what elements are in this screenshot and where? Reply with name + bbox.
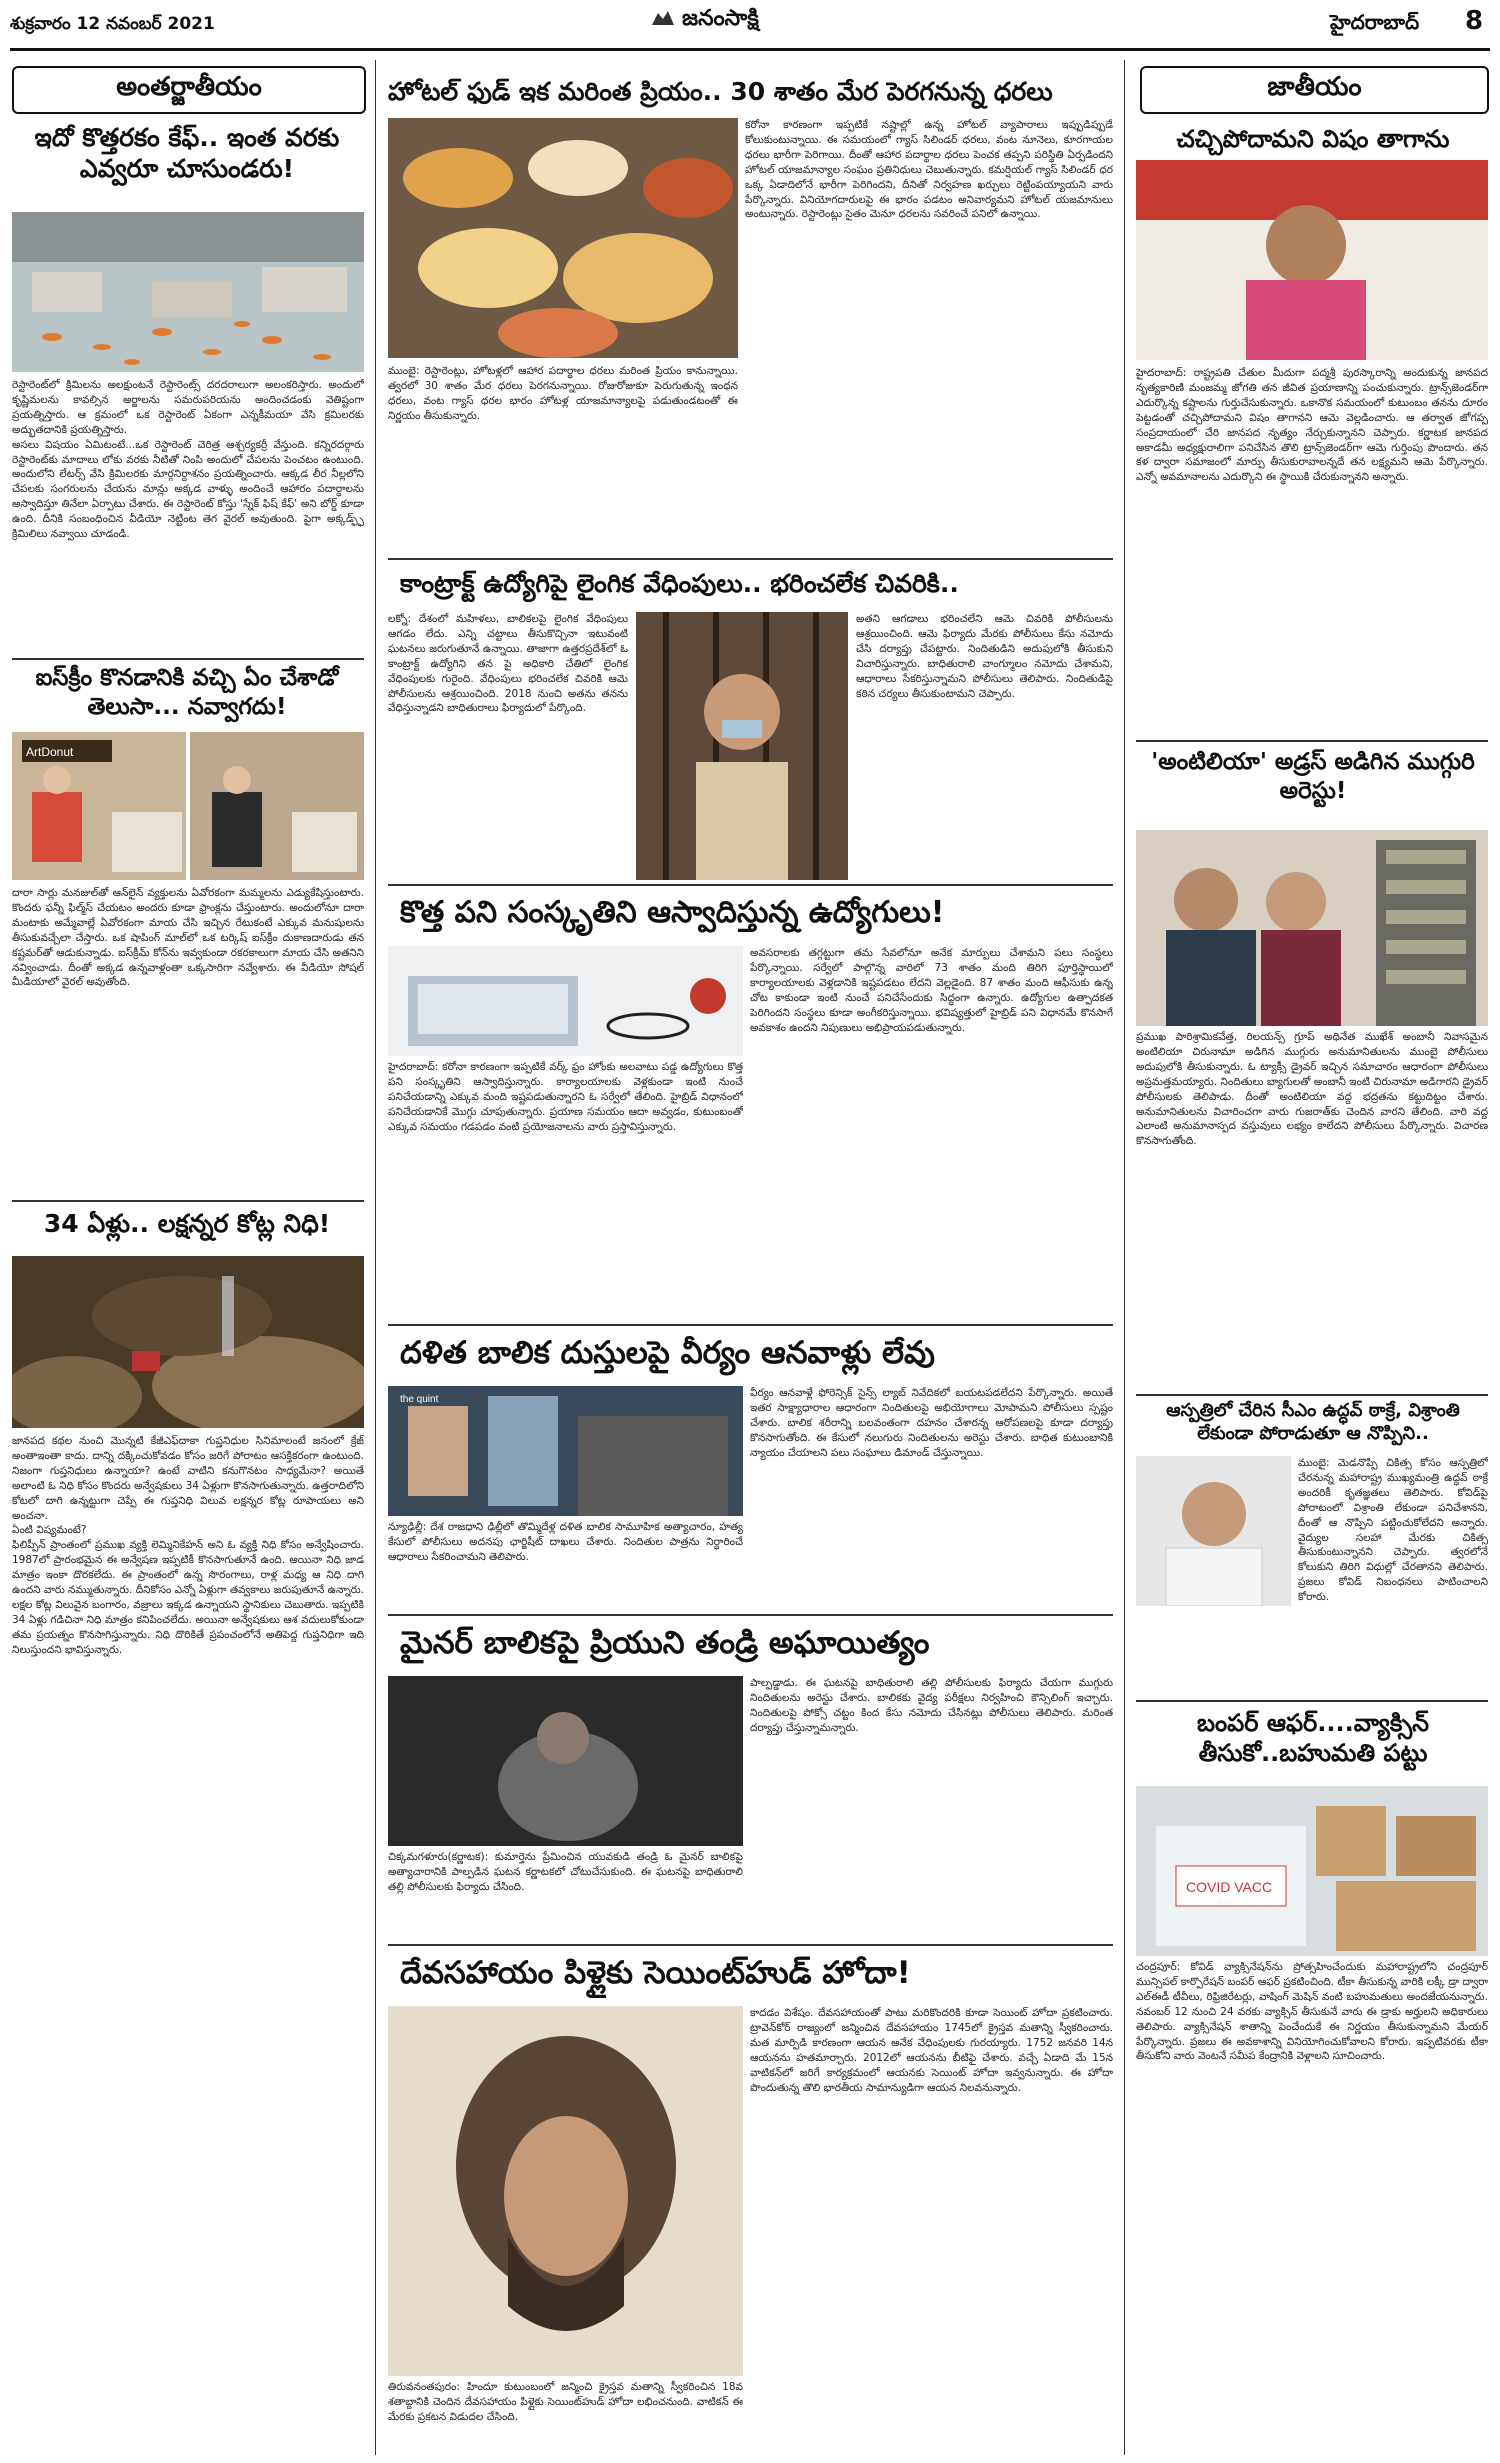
article-saint-title: దేవసహాయం పిళ్లైకు సెయింట్‌హుడ్ హోదా! <box>400 1955 911 1991</box>
article-separator <box>388 558 1113 560</box>
photo-devasahayam <box>388 2006 743 2376</box>
edition-city: హైదరాబాద్ <box>1330 10 1420 34</box>
article-icecream-body: దారా సార్లు మనజుల్‌తో ఆన్‌లైన్ వ్యక్తులను ఏవోరకంగా మమ్మలను ఎడ్యుకేషిస్తుంటారు. కొందరు ఫన్నీ ఫిల్మ్‌స్‌ చేయటం అందరు కూడా ఫ్రాంక్లను చేస్తుంటారు. అందులోనూ దారా మంటాకు అమ్మేవాల్లే ఏవోరకంగా మాయ చేసి ఇచ్చిన రేటుకంటే ఎక్కువ మనుషులను తీసుకువచ్చేలా చేస్తారు. ఒక షాపింగ్ మాల్‌లో ఒక టర్కిష్ ఐస్‌క్రీం దుకాణదారుడు తన కష్టమర్‌తో ఆడుకున్నాడు. ఐస్‌క్రీమ్ కోన్‌ను ఇవ్వకుండా రకరకాలుగా మాయ చేసి అతనిని నవ్వించాడు. దీంతో అక్కడ ఉన్నవాళ్లంతా ఒక్కసారిగా నవ్వేశారు. ఈ వీడియో సోషల్ మీడియాలో వైరల్ అవుతోంది. <box>12 887 364 989</box>
photo-vaccine-boxes <box>1136 1786 1488 1956</box>
article-harassment-title: కాంట్రాక్ట్ ఉద్యోగిపై లైంగిక వేధింపులు.. భరించలేక చివరికి.. <box>400 569 959 598</box>
article-poison-body: హైదరాబాద్: రాష్ట్రపతి చేతుల మీదుగా పద్మశ్రీ పురస్కారాన్ని అందుకున్న జానపద నృత్యకారిణి మంజమ్మ జోగతి తన జీవిత ప్రయాణాన్ని పంచుకున్నారు. ట్రాన్స్‌జెండర్‌గా ఎదుర్కొన్న కష్టాలను గుర్తుచేసుకున్నారు. ఒకానొక సమయంలో కుటుంబం తనను దూరం పెట్టడంతో చచ్చిపోదామని విషం తాగానని ఆమె వెల్లడించారు. ఆ తర్వాత జోగప్ప సంప్రదాయంలో చేరి జానపద నృత్యం నేర్చుకున్నానని చెప్పారు. కర్ణాటక జానపద అకాడమీ అధ్యక్షురాలిగా పనిచేసిన తొలి ట్రాన్స్‌జెండర్‌గా ఆమె గుర్తింపు పొందారు. తన కళ ద్వారా సమాజంలో మార్పు తీసుకురావాలన్నదే తన లక్ష్యమని ఆమె పేర్కొన్నారు. ఎన్నో అవమానాలను ఎదుర్కొని ఈ స్థాయికి చేరుకున్నానని అన్నారు. <box>1136 367 1488 484</box>
photo-minor-girl <box>388 1676 743 1846</box>
article-harassment-body-right: అతని ఆగడాలు భరించలేని ఆమె చివరికి పోలీసులను ఆశ్రయించింది. ఆమె ఫిర్యాదు మేరకు పోలీసులు కేసు నమోదు చేసి దర్యాప్తు చేపట్టారు. నిందితుడిని అదుపులోకి తీసుకుని విచారిస్తున్నారు. బాధితురాలి వాంగ్మూలం నమోదు చేశామని, ఆధారాలు సేకరిస్తున్నామని పోలీసులు తెలిపారు. నిందితుడిపై కఠిన చర్యలు తీసుకుంటామని చెప్పారు. <box>856 613 1113 700</box>
photo-ambani-antilia <box>1136 830 1488 1026</box>
article-vaccine-title: బంపర్ ఆఫర్....వ్యాక్సిన్ తీసుకో..బహుమతి పట్టు <box>1197 1709 1429 1767</box>
paper-name: జనంసాక్షి <box>682 6 759 31</box>
article-separator <box>388 884 1113 886</box>
article-separator <box>1136 1394 1488 1396</box>
photo-icecream-shop <box>12 732 364 880</box>
photo-laptop-desk <box>388 946 743 1056</box>
article-saint-body-left: తిరువనంతపురం: హిందూ కుటుంబంలో జన్మించి క్రైస్తవ మతాన్ని స్వీకరించిన 18వ శతాబ్దానికి చెందిన దేవసహాయం పిళ్లైకు సెయింట్‌హుడ్ హోదా లభించనుంది. వాటికన్ ఈ మేరకు ప్రకటన విడుదల చేసింది. <box>388 2381 743 2423</box>
article-dalit-body-right: వీర్యం ఆనవాళ్లే ఫోరెన్సిక్ సైన్స్ ల్యాబ్ నివేదికలో బయటపడలేదని పేర్కొన్నారు. అయితే ఇతర సాక్ష్యాధారాల ఆధారంగా నిందితులపై అభియోగాలు మోపామని పోలీసులు స్పష్టం చేశారు. బాలిక శరీరాన్ని బలవంతంగా దహనం చేశారన్న ఆరోపణలపై కూడా దర్యాప్తు కొనసాగుతోంది. ఈ కేసులో నలుగురు నిందితులను అరెస్టు చేశారు. బాధిత కుటుంబానికి న్యాయం చేయాలని పలు సంఘాలు డిమాండ్ చేస్తున్నాయి. <box>750 1387 1113 1459</box>
photo-dalit-case <box>388 1386 743 1516</box>
article-cafe-title: ఇదో కొత్తరకం కేఫ్‌.. ఇంత వరకు ఎవ్వరూ చూసుండరు! <box>34 123 340 184</box>
article-workculture-body-right: అవసరాలకు తగ్గట్టుగా తమ సేవలోనూ అనేక మార్పులు చేశామని పలు సంస్థలు పేర్కొన్నాయి. సర్వేలో పాల్గొన్న వారిలో 73 శాతం మంది తిరిగి పూర్తిస్థాయిలో కార్యాలయాలకు వెళ్లడానికి ఇష్టపడటం లేదని వెల్లడైంది. 87 శాతం మంది ఆఫీసుకు ఉన్న చోట కాకుండా ఇంటి నుంచే పనిచేసేందుకు సిద్ధంగా ఉన్నారు. ఉద్యోగుల ఉత్పాదకత పెరిగిందని సంస్థలు కూడా అంగీకరిస్తున్నాయి. భవిష్యత్తులో హైబ్రిడ్ పని విధానమే కొనసాగే అవకాశం ఉందని నిపుణులు అభిప్రాయపడుతున్నారు. <box>750 947 1113 1034</box>
article-separator <box>388 1324 1113 1326</box>
article-minor-title: మైనర్ బాలికపై ప్రియుని తండ్రి అఘాయిత్యం <box>400 1625 930 1661</box>
article-uddhav-title: ఆస్పత్రిలో చేరిన సీఎం ఉద్ధవ్ ఠాక్రే, విశ్రాంతి లేకుండా పోరాడుతూ ఆ నొప్పిని.. <box>1166 1400 1460 1444</box>
article-separator <box>12 1200 364 1202</box>
section-national: జాతీయం <box>1140 66 1489 114</box>
article-saint-body-right: కాదడం విశేషం. దేవసహాయంతో పాటు మరికొందరికి కూడా సెయింట్ హోదా ప్రకటించారు. ట్రావెన్‌కోర్ రాజ్యంలో జన్మించిన దేవసహాయం 1745లో క్రైస్తవ మతాన్ని స్వీకరించారు. మత మార్పిడి కారణంగా ఆయన అనేక వేధింపులకు గురయ్యారు. 1752 జనవరి 14న ఆయనను హతమార్చారు. 2012లో ఆయనను బీటిఫై చేశారు. వచ్చే ఏడాది మే 15న వాటికన్‌లో జరిగే కార్యక్రమంలో ఆయనకు సెయింట్ హోదా ఇవ్వనున్నారు. ఈ హోదా పొందుతున్న తొలి భారతీయ సామాన్యుడిగా ఆయన నిలవనున్నారు. <box>750 2007 1113 2094</box>
article-cafe-body: రెస్టారెంట్‌లో క్రిమిలను అలక్షుంటనే రెస్టారెంట్స్‌ దరదరాలుగా అలంకరిస్తారు. అందులో కృష్ణిమలను కావల్సిన అర్జాలను సమరుపరియను అందించడంకు వెతిష్టంగా ప్రయత్నిస్తారు. ఆ క్రమంలో ఒక రెస్టారెంట్ ఏకంగా ఎన్నకీమయా వేసి క్రమిలరకు అద్భుతదానికి ప్రయత్నిస్తారు. అసలు విషయం ఏమిటంటే...ఒక రెస్టారెంట్ చెరిత్ర ఆశ్చర్యకర్రీ వేస్తుంది. కన్నిరదర్గారు రెస్టారెంట్‌కు మాదాలు లోకు వరకు నీటితో నింపి అందులో చేపలను పెంచటం ఉంటుంది. అందులోని లేటర్స్‌ వేసి క్రిమిలరకు మార్గనిర్దాశనం ప్రయత్నించారు. ఆక్కడ లీర నీల్లలోని చేపలకు సంగరులను చేయను మాన్లు అక్కడ వాళ్ళు అందించే ఆహారం పదార్ధాలను అస్వాదిస్తూ తినేలా ఏర్పాటు చేశారు. ఈ రెస్టారెంట్ కోస్తు 'స్నేక్ ఫిష్ కేఫ్' అని బోర్డ్ కూడా ఉంది. దీనికి సంబంధించిన వీడియో నెట్టింట తెగ వైరల్ అవుతుంది. పైగా అక్కడ్ఫ్ఫ్ క్రిమిలిలు నవ్వాయి చూడండి. <box>12 379 364 541</box>
masthead <box>650 6 759 36</box>
article-separator <box>12 658 364 660</box>
article-workculture-title: కొత్త పని సంస్కృతిని ఆస్వాదిస్తున్న ఉద్యోగులు! <box>400 895 945 930</box>
article-workculture-body-left: హైదరాబాద్: కరోనా కారణంగా ఇప్పటికే వర్క్ ఫ్రం హోంకు అలవాటు పడ్డ ఉద్యోగులు కొత్త పని సంస్కృతిని ఆస్వాదిస్తున్నారు. కార్యాలయాలకు వెళ్లకుండా ఇంటి నుంచే పనిచేయడాన్ని ఎక్కువ మంది ఇష్టపడుతున్నారని ఓ సర్వేలో తేలింది. హైబ్రిడ్ విధానంలో పనిచేయడానికే మొగ్గు చూపుతున్నారు. ప్రయాణ సమయం ఆదా అవ్వడం, కుటుంబంతో ఎక్కువ సమయం గడపడం వంటి ప్రయోజనాలను వారు ప్రస్తావిస్తున్నారు. <box>388 1061 743 1133</box>
article-minor-body-right: పాల్పడ్డాడు. ఈ ఘటనపై బాధితురాలి తల్లి పోలీసులకు ఫిర్యాదు చేయగా ముగ్గురు నిందితులను అరెస్టు చేశారు. బాలికకు వైద్య పరీక్షలు నిర్వహించి కౌన్సిలింగ్ ఇచ్చారు. నిందితులపై పోక్సో చట్టం కింద కేసు నమోదు చేసినట్లు పోలీసులు తెలిపారు. మరింత దర్యాప్తు చేస్తున్నామన్నారు. <box>750 1677 1113 1734</box>
photo-fish-cafe <box>12 212 364 372</box>
article-uddhav-body-right: ముంబై: మెడనొప్పి చికిత్స కోసం ఆస్పత్రిలో చేరనున్న మహారాష్ట్ర ముఖ్యమంత్రి ఉద్ధవ్ ఠాక్రే అందరికీ కృతజ్ఞతలు తెలిపారు. కోవిడ్‌పై పోరాటంలో విశ్రాంతి లేకుండా పనిచేశానని, దీంతో ఆ నొప్పిని పట్టించుకోలేదని అన్నారు. వైద్యుల సలహా మేరకు చికిత్స తీసుకుంటున్నానని చెప్పారు. త్వరలోనే కోలుకుని తిరిగి విధుల్లో చేరతానని తెలిపారు. ప్రజలు కోవిడ్ నిబంధనలు పాటించాలని కోరారు. <box>1298 1457 1488 1604</box>
article-dalit-title: దళిత బాలిక దుస్తులపై వీర్యం ఆనవాళ్లు లేవు <box>400 1335 935 1371</box>
article-poison-title: చచ్చిపోదామని విషం తాగాను <box>1176 125 1450 153</box>
article-minor-body-left: చిక్కమగళూరు(కర్ణాటక): కుమార్తెను ప్రేమించిన యువకుడి తండ్రి ఓ మైనర్ బాలికపై అత్యాచారానికి పాల్పడిన ఘటన కర్ణాటకలో చోటుచేసుకుంది. ఈ ఘటనపై బాధితురాలి తల్లి పోలీసులకు ఫిర్యాదు చేసింది. <box>388 1851 743 1893</box>
section-international: అంతర్జాతీయం <box>12 66 366 114</box>
article-separator <box>388 1614 1113 1616</box>
article-vaccine-body: చంద్రపూర్: కోవిడ్ వ్యాక్సినేషన్‌ను ప్రోత్సహించేందుకు మహారాష్ట్రలోని చంద్రపూర్ మున్సిపల్ కార్పొరేషన్ బంపర్ ఆఫర్ ప్రకటించింది. టీకా తీసుకున్న వారికి లక్కీ డ్రా ద్వారా ఎల్‌ఈడీ టీవీలు, రిఫ్రిజిరేటర్లు, వాషింగ్ మెషిన్ వంటి బహుమతులు అందజేయనున్నారు. నవంబర్ 12 నుంచి 24 వరకు వ్యాక్సిన్ తీసుకునే వారు ఈ డ్రాకు అర్హులని అధికారులు తెలిపారు. వ్యాక్సినేషన్ శాతాన్ని పెంచేందుకే ఈ నిర్ణయం తీసుకున్నామని మేయర్ పేర్కొన్నారు. ప్రజలు ఈ అవకాశాన్ని వినియోగించుకోవాలని కోరారు. ఇప్పటివరకు టీకా తీసుకోని వారు వెంటనే సమీప కేంద్రానికి వెళ్లాలని సూచించారు. <box>1136 1961 1488 2063</box>
photo-uddhav-thackeray <box>1136 1456 1291 1606</box>
column-divider-right <box>1124 60 1125 2455</box>
photo-manjamma-jogati <box>1136 160 1488 360</box>
article-separator <box>1136 740 1488 742</box>
cafe-sign-text: ArtDonut <box>26 745 74 759</box>
article-separator <box>1136 1700 1488 1702</box>
photo-overlay-text: the quint <box>400 1394 439 1405</box>
column-divider-left <box>375 60 376 2455</box>
issue-date: శుక్రవారం 12 నవంబర్ 2021 <box>10 14 215 34</box>
article-harassment-body-left: లక్నో: దేశంలో మహిళలు, బాలికలపై లైంగిక వేధింపులు ఆగడం లేదు. ఎన్ని చట్టాలు తీసుకొచ్చినా ఇటువంటి ఘటనలు జరుగుతూనే ఉన్నాయి. తాజాగా ఉత్తరప్రదేశ్‌లో ఓ కాంట్రాక్ట్ ఉద్యోగిని తన పై అధికారి చేతిలో లైంగిక వేధింపులకు గురైంది. వేధింపులు భరించలేక చివరికి ఆమె పోలీసులను ఆశ్రయించింది. 2018 నుంచి అతను తనను వేధిస్తున్నాడని బాధితురాలు ఫిర్యాదులో పేర్కొంది. <box>388 613 628 715</box>
header-rule <box>10 48 1490 51</box>
vaccine-box-text: COVID VACC <box>1186 1879 1273 1895</box>
article-treasure-body: జానపద కథల నుంచి మొన్నటి కేజీఎఫ్‌దాకా గుప్తనిధుల సినిమాలంటే జనంలో క్రేజ్ అంతాఇంతా కాదు. దాన్ని దక్కించుకోవడం కోసం జరిగే పోరాటం ఆసక్తికరంగా ఉంటుంది. నిజంగా గుప్తనిధులు ఉన్నాయా? ఉంటే వాటిని కనుగొనటం సాధ్యమేనా? అయితే అలాంటి ఓ నిధి కోసం కొందరు అన్వేషకులు 34 ఏళ్లుగా కొనసాగుతున్నారు. ఉత్తరాదిలోని కోటలో దాగి ఉన్నట్టుగా చెప్పే ఈ గుప్తనిధి విలువ లక్షన్నర కోట్ల రూపాయలు అని అంచనా. ఏంటి విష్యమంటే? ఫిలిప్పీన్ ప్రాంతంలో ప్రముఖ వ్యక్తి లెమ్మినికేహన్‌ అని ఓ వ్యక్తి నిధి కోసం అన్వేషించారు. 1987లో ప్రారంభమైన ఈ అన్వేషణ ఇప్పటికీ కొనసాగుతూనే ఉంది. అయినా నిధి జాడ మాత్రం ఇంకా దొరకలేదు. ఈ ప్రాంతంలో ఉన్న సొరంగాలు, రాళ్ల మధ్య ఆ నిధి దాగి ఉందని వారు నమ్ముతున్నారు. దీనికోసం ఎన్నో ఏళ్లుగా తవ్వకాలు జరుపుతూనే ఉన్నారు. లక్షల కోట్ల విలువైన బంగారం, వజ్రాలు ఇక్కడ ఉన్నాయని స్థానికులు చెబుతారు. ఇప్పటికి 34 ఏళ్లు గడిచినా నిధి మాత్రం కనిపించలేదు. అయినా అన్వేషకులు ఆశ వదులుకోకుండా తమ ప్రయత్నం కొనసాగిస్తున్నారు. నిధి దొరికితే ప్రపంచంలోనే అతిపెద్ద గుప్తనిధిగా ఇది నిలుస్తుందని భావిస్తున్నారు. <box>12 1435 364 1656</box>
article-hotel-caption: ముంబై: రెస్టారెంట్లు, హోటళ్లలో ఆహార పదార్థాల ధరలు మరింత ప్రియం కానున్నాయి. త్వరలో 30 శాతం మేర ధరలు పెరగనున్నాయి. రోజురోజుకూ పెరుగుతున్న ఇంధన ధరలు, వంట గ్యాస్ ధరల భారం హోటళ్ల యాజమాన్యాలపై పడుతుండటంతో ఈ నిర్ణయం తీసుకున్నారు. <box>388 365 738 422</box>
article-icecream-title: ఐస్‌క్రీం కొనడానికి వచ్చి ఏం చేశాడో తెలుసా... నవ్వాగదు! <box>35 665 339 720</box>
article-antilia-body: ప్రముఖ పారిశ్రామికవేత్త, రిలయన్స్ గ్రూప్ అధినేత ముఖేశ్ అంబానీ నివాసమైన అంటిలియా చిరునామా అడిగిన ముగ్గురు అనుమానితులను ముంబై పోలీసులు అదుపులోకి తీసుకున్నారు. ఓ ట్యాక్సీ డ్రైవర్ ఇచ్చిన సమాచారం ఆధారంగా పోలీసులు అప్రమత్తమయ్యారు. నిందితులు బ్యాగులతో అంబానీ ఇంటి చిరునామా అడిగారని డ్రైవర్ పోలీసులకు తెలిపాడు. దీంతో అంటిలియా వద్ద భద్రతను కట్టుదిట్టం చేశారు. అనుమానితులను విచారించగా వారు గుజరాత్‌కు చెందిన వారని తేలింది. వారి వద్ద ఎలాంటి అనుమానాస్పద వస్తువులు లభ్యం కాలేదని పోలీసులు పేర్కొన్నారు. విచారణ కొనసాగుతోంది. <box>1136 1031 1488 1148</box>
page-number: 8 <box>1465 6 1484 36</box>
article-antilia-title: 'అంటిలియా' అడ్రస్ అడిగిన ముగ్గురి అరెస్టు! <box>1151 749 1475 804</box>
article-hotel-body: కరోనా కారణంగా ఇప్పటికే నష్టాల్లో ఉన్న హోటల్ వ్యాపారాలు ఇప్పుడిప్పుడే కోలుకుంటున్నాయి. ఈ సమయంలో గ్యాస్ సిలిండర్ ధరలు, వంట నూనెలు, కూరగాయల ధరలు భారీగా పెరిగాయి. దీంతో ఆహార పదార్థాల ధరలు పెంచక తప్పని పరిస్థితి ఏర్పడిందని హోటల్ యాజమాన్యాల సంఘం ప్రతినిధులు చెబుతున్నారు. కమర్షియల్ గ్యాస్ సిలిండర్ ధర ఒక్క ఏడాదిలోనే భారీగా పెరిగిందని, దీనితో నిర్వహణ ఖర్చులు రెట్టింపయ్యాయని వారు పేర్కొన్నారు. వినియోగదారులపై ఈ భారం పడటం అనివార్యమని హోటల్ యజమానులు అంటున్నారు. రెస్టారెంట్లు సైతం మెనూ ధరలను సవరించే పనిలో ఉన్నాయి. <box>745 119 1113 221</box>
article-separator <box>388 1944 1113 1946</box>
article-hotel-title: హోటల్ ఫుడ్ ఇక మరింత ప్రియం.. 30 శాతం మేర పెరగనున్న ధరలు <box>388 77 1053 106</box>
article-treasure-title: 34 ఏళ్లు.. లక్షన్నర కోట్ల నిధి! <box>43 1209 331 1238</box>
photo-accused-man <box>636 612 848 880</box>
photo-treasure-cave <box>12 1256 364 1428</box>
article-dalit-body-left: న్యూఢిల్లీ: దేశ రాజధాని ఢిల్లీలో తొమ్మిదేళ్ల దళిత బాలిక సామూహిక అత్యాచారం, హత్య కేసులో పోలీసులు అదనపు ఛార్జిషీట్ దాఖలు చేశారు. నిందితుల పాత్రను నిర్ధారించే ఆధారాలు సేకరించామని తెలిపారు. <box>388 1521 743 1563</box>
masthead-logo-icon <box>650 7 676 35</box>
photo-hotel-food <box>388 118 738 358</box>
